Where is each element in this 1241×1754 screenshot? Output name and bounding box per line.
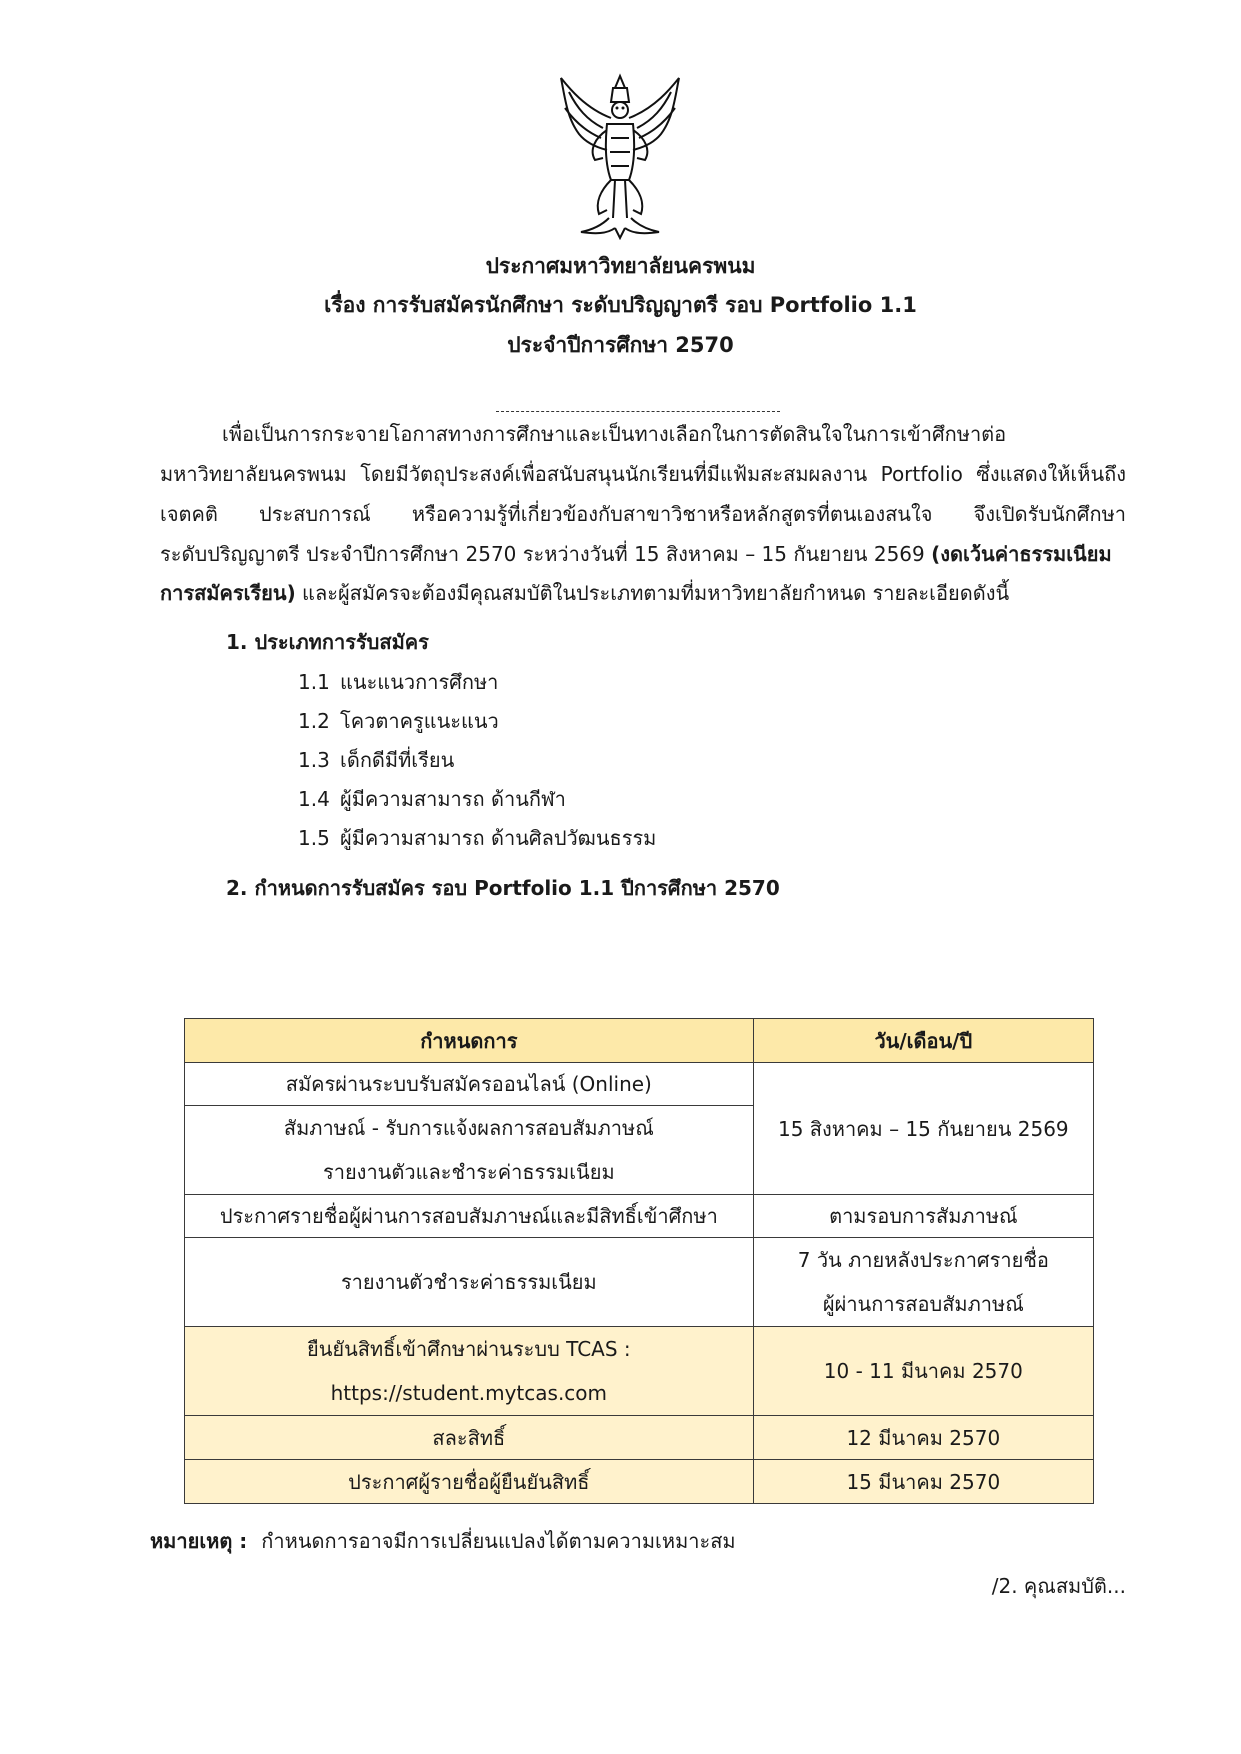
intro-line-3: เจตคติ ประสบการณ์ หรือความรู้ที่เกี่ยวข้องกับสาขาวิชาหรือหลักสูตรที่ตนเองสนใจ จึงเปิดรับนักศึกษา (160, 502, 1126, 526)
schedule-table (184, 1018, 1094, 1504)
list-item (298, 744, 454, 776)
remark-label: หมายเหตุ : (150, 1529, 248, 1553)
date-cell: ตามรอบการสัมภาษณ์ (753, 1195, 1093, 1238)
header-divider (496, 411, 780, 412)
schedule-cell (185, 1327, 754, 1416)
table-row (185, 1195, 1094, 1238)
date-cell-merged: 15 สิงหาคม – 15 กันยายน 2569 (753, 1063, 1093, 1195)
remark (150, 1525, 736, 1557)
intro-line-4 (160, 538, 1126, 570)
table-row (185, 1063, 1094, 1106)
fee-waiver-note-start: (งดเว้นค่าธรรมเนียม (931, 542, 1112, 566)
intro-line-2: มหาวิทยาลัยนครพนม โดยมีวัตถุประสงค์เพื่อสนับสนุนนักเรียนที่มีแฟ้มสะสมผลงาน Portfolio ซึ่งแสดงให้เห็นถึง (160, 462, 1126, 486)
date-cell: 12 มีนาคม 2570 (753, 1416, 1093, 1460)
intro-line-5 (160, 577, 1126, 609)
table-row (185, 1460, 1094, 1504)
schedule-cell: สมัครผ่านระบบรับสมัครออนไลน์ (Online) (185, 1063, 754, 1106)
list-item-label: โควตาครูแนะแนว (340, 709, 499, 733)
table-row (185, 1238, 1094, 1327)
list-item (298, 783, 566, 815)
fee-waiver-note-end: การสมัครเรียน) (160, 581, 296, 605)
section-2-heading: 2. กำหนดการรับสมัคร รอบ Portfolio 1.1 ปีการศึกษา 2570 (226, 876, 780, 900)
date-cell: 15 มีนาคม 2570 (753, 1460, 1093, 1504)
schedule-cell (185, 1106, 754, 1195)
list-item-number: 1.1 (298, 670, 330, 694)
list-item-number: 1.4 (298, 787, 330, 811)
list-item-number: 1.3 (298, 748, 330, 772)
schedule-cell-line: ยืนยันสิทธิ์เข้าศึกษาผ่านระบบ TCAS : (306, 1337, 631, 1361)
list-item-label: แนะแนวการศึกษา (340, 670, 499, 694)
schedule-cell-line: สัมภาษณ์ - รับการแจ้งผลการสอบสัมภาษณ์ (283, 1116, 654, 1140)
list-item-number: 1.5 (298, 826, 330, 850)
section-1-heading: 1. ประเภทการรับสมัคร (226, 630, 429, 654)
schedule-cell: สละสิทธิ์ (185, 1416, 754, 1460)
intro-line-4-text: ระดับปริญญาตรี ประจำปีการศึกษา 2570 ระหว่างวันที่ 15 สิงหาคม – 15 กันยายน 2569 (160, 542, 932, 566)
announcement-subject: เรื่อง การรับสมัครนักศึกษา ระดับปริญญาตรี รอบ Portfolio 1.1 (324, 293, 917, 317)
list-item-label: เด็กดีมีที่เรียน (340, 748, 455, 772)
date-cell (753, 1238, 1093, 1327)
list-item-label: ผู้มีความสามารถ ด้านศิลปวัฒนธรรม (340, 826, 657, 850)
date-cell-line: ผู้ผ่านการสอบสัมภาษณ์ (822, 1292, 1024, 1316)
tcas-url: https://student.mytcas.com (330, 1381, 608, 1405)
date-cell: 10 - 11 มีนาคม 2570 (753, 1327, 1093, 1416)
garuda-emblem (555, 68, 685, 240)
schedule-cell-line: รายงานตัวและชำระค่าธรรมเนียม (322, 1160, 615, 1184)
date-cell-line: 7 วัน ภายหลังประกาศรายชื่อ (797, 1248, 1049, 1272)
table-header-row (185, 1019, 1094, 1063)
intro-line-1: เพื่อเป็นการกระจายโอกาสทางการศึกษาและเป็นทางเลือกในการตัดสินใจในการเข้าศึกษาต่อ (222, 422, 1007, 446)
schedule-cell: รายงานตัวชำระค่าธรรมเนียม (185, 1238, 754, 1327)
table-row (185, 1416, 1094, 1460)
list-item-number: 1.2 (298, 709, 330, 733)
column-header-date: วัน/เดือน/ปี (753, 1019, 1093, 1063)
schedule-cell: ประกาศรายชื่อผู้ผ่านการสอบสัมภาษณ์และมีสิทธิ์เข้าศึกษา (185, 1195, 754, 1238)
remark-text: กำหนดการอาจมีการเปลี่ยนแปลงได้ตามความเหมาะสม (261, 1529, 736, 1553)
academic-year: ประจำปีการศึกษา 2570 (507, 333, 734, 357)
next-page-reference: /2. คุณสมบัติ... (991, 1574, 1126, 1598)
list-item-label: ผู้มีความสามารถ ด้านกีฬา (340, 787, 566, 811)
table-row (185, 1327, 1094, 1416)
list-item (298, 822, 656, 854)
list-item (298, 666, 498, 698)
column-header-schedule: กำหนดการ (185, 1019, 754, 1063)
schedule-cell: ประกาศผู้รายชื่อผู้ยืนยันสิทธิ์ (185, 1460, 754, 1504)
announcement-title: ประกาศมหาวิทยาลัยนครพนม (485, 254, 756, 278)
list-item (298, 705, 499, 737)
intro-line-5-text: และผู้สมัครจะต้องมีคุณสมบัติในประเภทตามที่มหาวิทยาลัยกำหนด รายละเอียดดังนี้ (295, 581, 1010, 605)
